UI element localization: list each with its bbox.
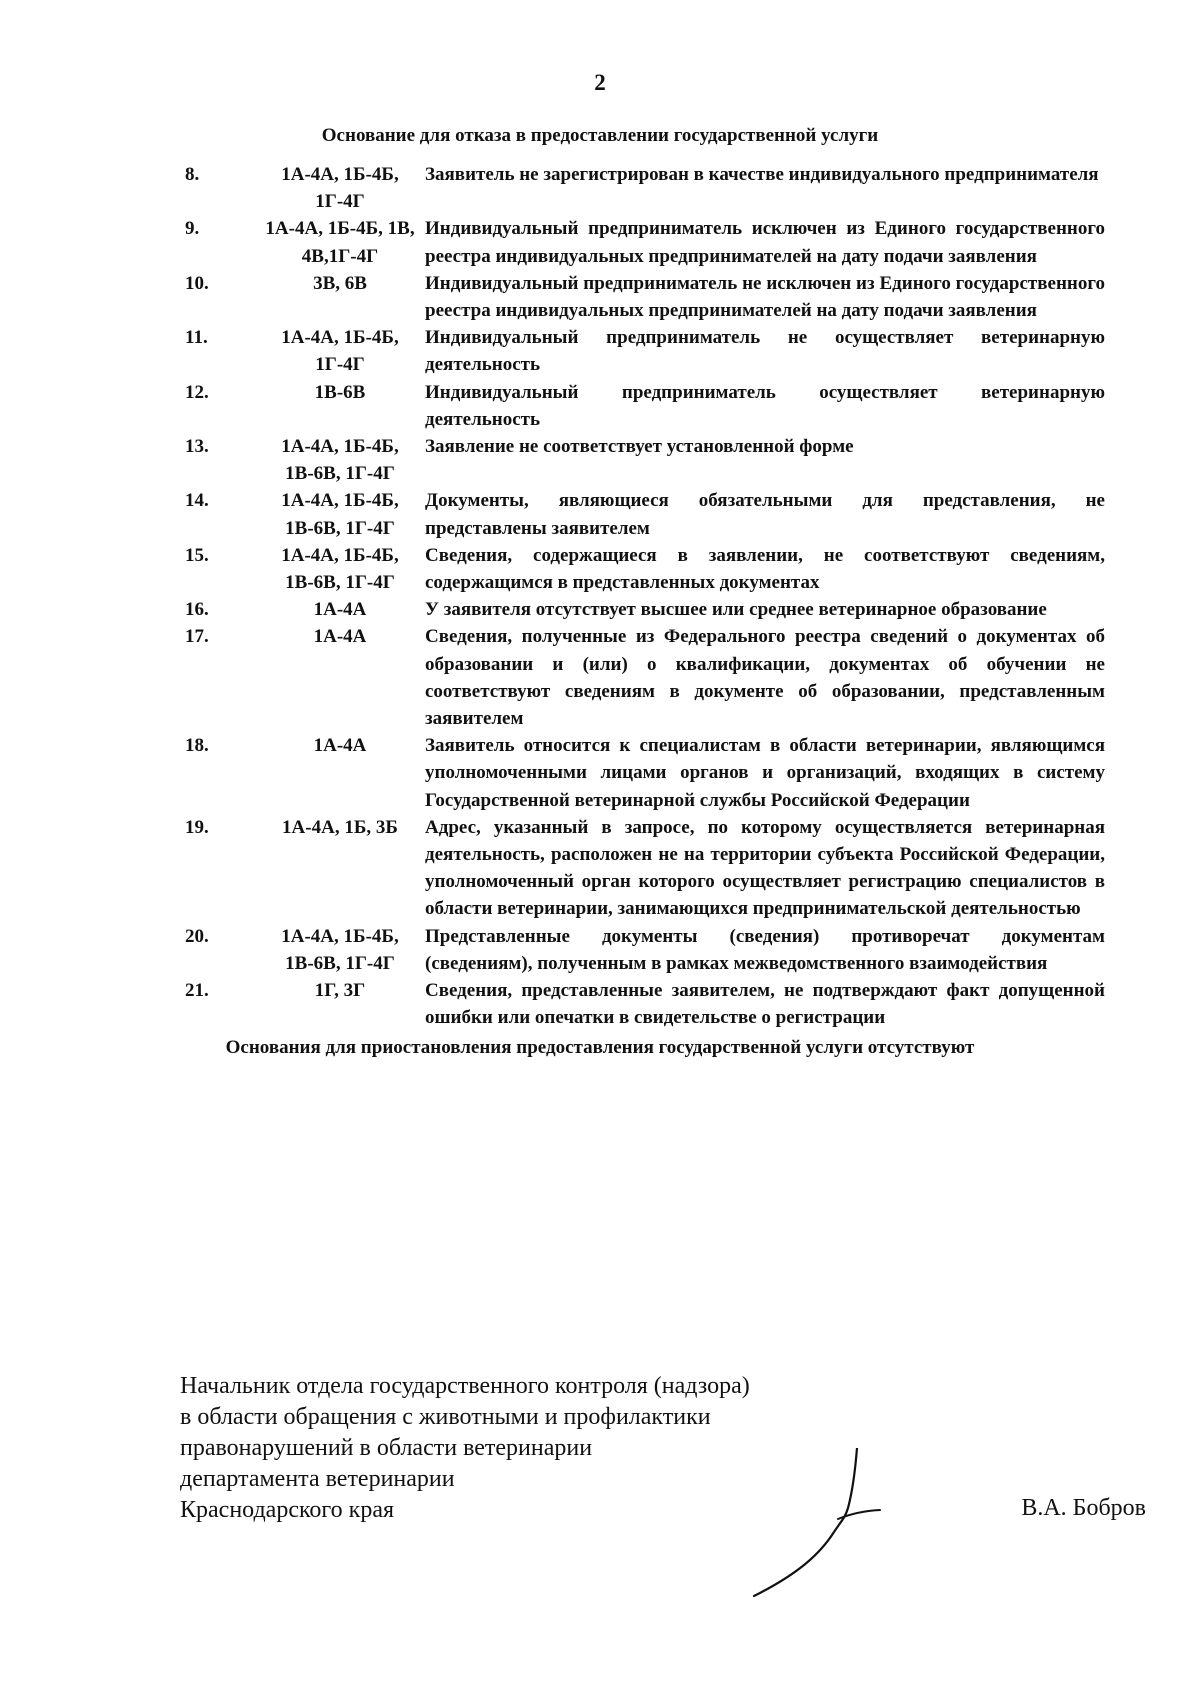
- row-reason: Сведения, представленные заявителем, не подтверждают факт допущенной ошибки или опечатки в свидетельстве о регистрации: [425, 980, 1105, 1029]
- row-number: 20.: [185, 925, 209, 947]
- grounds-row: [185, 379, 1105, 433]
- row-codes: 1А-4А, 1Б, 3Б: [282, 816, 398, 838]
- row-number: 8.: [185, 164, 200, 185]
- row-number: 12.: [185, 381, 209, 403]
- row-codes: 1Г, 3Г: [314, 980, 366, 1002]
- signatory-line: в области обращения с животными и профилактики: [180, 1404, 711, 1430]
- row-number: 17.: [185, 626, 209, 648]
- signatory-line: департамента ветеринарии: [180, 1466, 455, 1492]
- grounds-row: [185, 324, 1105, 378]
- row-reason: Представленные документы (сведения) противоречат документам (сведениям), полученным в рамках межведомственного взаимодействия: [425, 925, 1105, 974]
- row-reason: Индивидуальный предприниматель не осуществляет ветеринарную деятельность: [425, 327, 1105, 376]
- row-number: 21.: [185, 980, 209, 1002]
- row-number: 14.: [185, 490, 209, 512]
- row-codes: 1А-4А: [313, 599, 367, 621]
- grounds-row: [185, 433, 1105, 487]
- row-number: 16.: [185, 599, 209, 621]
- row-reason: Индивидуальный предприниматель исключен из Единого государственного реестра индивидуальных предпринимателей на дату подачи заявления: [425, 218, 1105, 267]
- row-number: 10.: [185, 272, 209, 294]
- row-reason: Заявитель не зарегистрирован в качестве индивидуального предпринимателя: [425, 164, 1099, 185]
- grounds-row: [185, 814, 1105, 923]
- row-codes: 3В, 6В: [313, 272, 367, 294]
- row-reason: Индивидуальный предприниматель не исключен из Единого государственного реестра индивидуальных предпринимателей на дату подачи заявления: [425, 272, 1105, 322]
- grounds-row: [185, 270, 1105, 324]
- grounds-row: [185, 487, 1105, 541]
- signatory-line: правонарушений в области ветеринарии: [180, 1435, 593, 1461]
- refusal-heading: Основание для отказа в предоставлении государственной услуги: [321, 125, 879, 146]
- row-number: 15.: [185, 544, 209, 566]
- row-reason: Адрес, указанный в запросе, по которому осуществляется ветеринарная деятельность, расположен не на территории субъекта Российской Федерации, уполномоченный орган которого осуществляет регистрацию специалистов в области ветеринарии, занимающихся предпринимательской деятельностью: [425, 816, 1105, 920]
- row-codes: 1А-4А, 1Б-4Б, 1В-6В, 1Г-4Г: [281, 925, 399, 974]
- row-reason: Заявитель относится к специалистам в области ветеринарии, являющимся уполномоченными лицами органов и организаций, входящих в систему Государственной ветеринарной службы Российской Федерации: [425, 735, 1105, 811]
- signatory-line: Начальник отдела государственного контроля (надзора): [180, 1373, 750, 1399]
- row-codes: 1А-4А, 1Б-4Б, 1В, 4В,1Г-4Г: [265, 218, 415, 267]
- row-reason: Сведения, содержащиеся в заявлении, не соответствуют сведениям, содержащимся в представленных документах: [425, 544, 1105, 594]
- grounds-row: [185, 542, 1105, 596]
- row-codes: 1А-4А, 1Б-4Б, 1В-6В, 1Г-4Г: [281, 490, 399, 539]
- grounds-row: [185, 732, 1105, 814]
- row-codes: 1А-4А, 1Б-4Б, 1В-6В, 1Г-4Г: [281, 544, 399, 594]
- grounds-row: [185, 923, 1105, 977]
- row-reason: Заявление не соответствует установленной форме: [425, 436, 854, 458]
- row-reason: Документы, являющиеся обязательными для представления, не представлены заявителем: [425, 490, 1105, 539]
- row-codes: 1А-4А: [313, 735, 367, 757]
- signatory-title: [180, 1371, 750, 1526]
- row-codes: 1В-6В: [314, 381, 366, 403]
- row-reason: Сведения, полученные из Федерального реестра сведений о документах об образовании и (или) о квалификации, документах об обучении не соответствуют сведениям в документе об образовании, представленным заявителем: [425, 626, 1105, 730]
- grounds-row: [185, 215, 1105, 269]
- grounds-row: [185, 977, 1105, 1031]
- signatory-line: Краснодарского края: [180, 1497, 395, 1523]
- row-codes: 1А-4А: [313, 626, 367, 648]
- handwritten-signature: [750, 1448, 930, 1598]
- row-reason: У заявителя отсутствует высшее или среднее ветеринарное образование: [425, 599, 1047, 621]
- grounds-row: [185, 623, 1105, 732]
- row-number: 9.: [185, 218, 200, 240]
- row-number: 13.: [185, 436, 209, 458]
- row-codes: 1А-4А, 1Б-4Б, 1Г-4Г: [281, 164, 399, 213]
- row-reason: Индивидуальный предприниматель осуществляет ветеринарную деятельность: [425, 381, 1105, 430]
- row-codes: 1А-4А, 1Б-4Б, 1Г-4Г: [281, 327, 399, 376]
- grounds-table: [185, 161, 1105, 1032]
- signer-name: В.А. Бобров: [1021, 1495, 1146, 1521]
- grounds-row: [185, 596, 1105, 623]
- row-number: 18.: [185, 735, 209, 757]
- page-number: 2: [594, 70, 606, 95]
- row-codes: 1А-4А, 1Б-4Б, 1В-6В, 1Г-4Г: [281, 436, 399, 485]
- row-number: 11.: [185, 327, 208, 349]
- row-number: 19.: [185, 816, 209, 838]
- suspension-note: Основания для приостановления предоставления государственной услуги отсутствуют: [225, 1037, 975, 1058]
- grounds-row: [185, 161, 1105, 215]
